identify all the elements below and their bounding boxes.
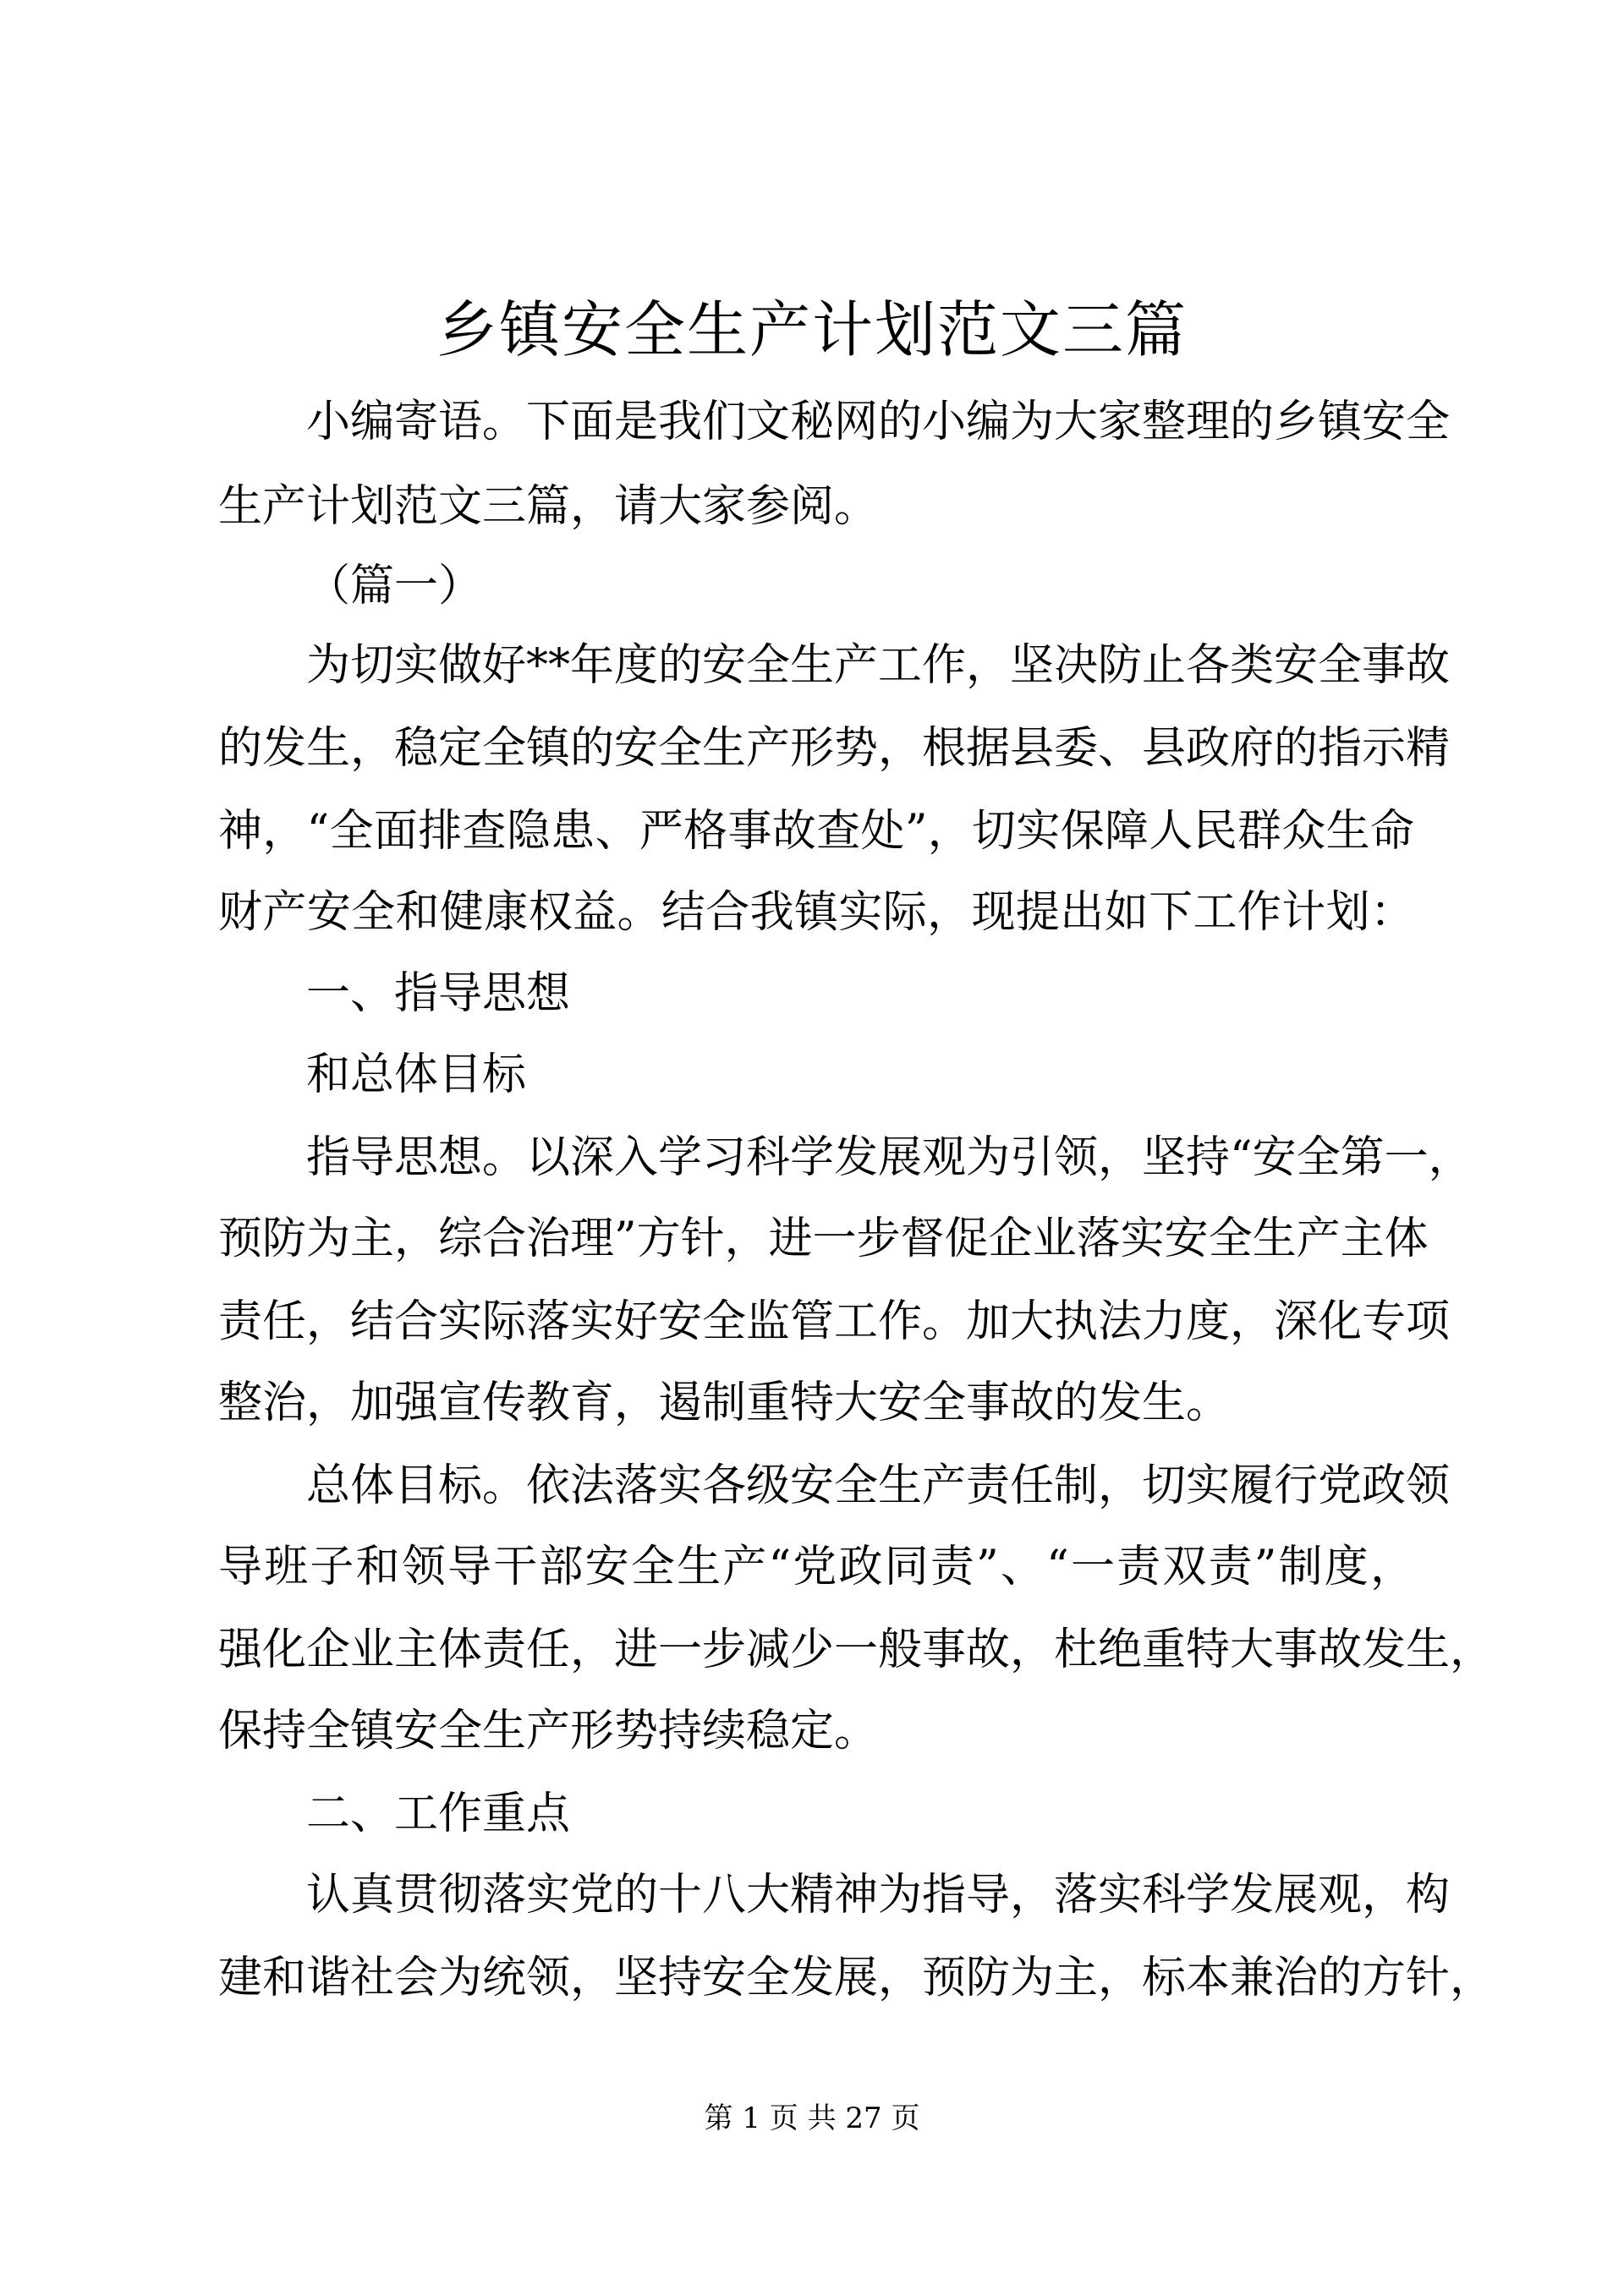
section-heading: （篇一） (306, 561, 483, 611)
paragraph-line: 整治，加强宣传教育，遏制重特大安全事故的发生。 (218, 1378, 1231, 1428)
paragraph-line: 的发生，稳定全镇的安全生产形势，根据县委、县政府的指示精 (218, 723, 1451, 774)
paragraph-line: 生产计划范文三篇，请大家参阅。 (218, 481, 879, 532)
paragraph-line: 导班子和领导干部安全生产“党政同责”、“一责双责”制度， (218, 1542, 1414, 1592)
section-heading: 和总体目标 (306, 1049, 527, 1100)
paragraph-line: 建和谐社会为统领，坚持安全发展，预防为主，标本兼治的方针， (218, 1953, 1495, 2003)
paragraph-line: 总体目标。依法落实各级安全生产责任制，切实履行党政领 (306, 1460, 1451, 1511)
paragraph-line: 预防为主，综合治理”方针，进一步督促企业落实安全生产主体 (218, 1214, 1429, 1264)
paragraph-line: 强化企业主体责任，进一步减少一般事故，杜绝重特大事故发生， (218, 1625, 1495, 1675)
paragraph-line: 认真贯彻落实党的十八大精神为指导，落实科学发展观，构 (306, 1870, 1451, 1921)
section-heading: 二、工作重点 (306, 1789, 571, 1839)
document-title: 乡镇安全生产计划范文三篇 (436, 294, 1188, 365)
paragraph-line: 小编寄语。下面是我们文秘网的小编为大家整理的乡镇安全 (306, 397, 1451, 447)
paragraph-line: 神，“全面排查隐患、严格事故查处”，切实保障人民群众生命 (218, 806, 1414, 857)
page-footer: 第 1 页 共 27 页 (704, 2101, 920, 2135)
paragraph-line: 责任，结合实际落实好安全监管工作。加大执法力度，深化专项 (218, 1296, 1451, 1347)
paragraph-line: 保持全镇安全生产形势持续稳定。 (218, 1706, 879, 1756)
paragraph-line: 指导思想。以深入学习科学发展观为引领，坚持“安全第一， (306, 1132, 1473, 1183)
paragraph-line: 财产安全和健康权益。结合我镇实际，现提出如下工作计划： (218, 887, 1414, 938)
paragraph-line: 为切实做好**年度的安全生产工作，坚决防止各类安全事故 (306, 640, 1451, 691)
section-heading: 一、指导思想 (306, 968, 571, 1019)
